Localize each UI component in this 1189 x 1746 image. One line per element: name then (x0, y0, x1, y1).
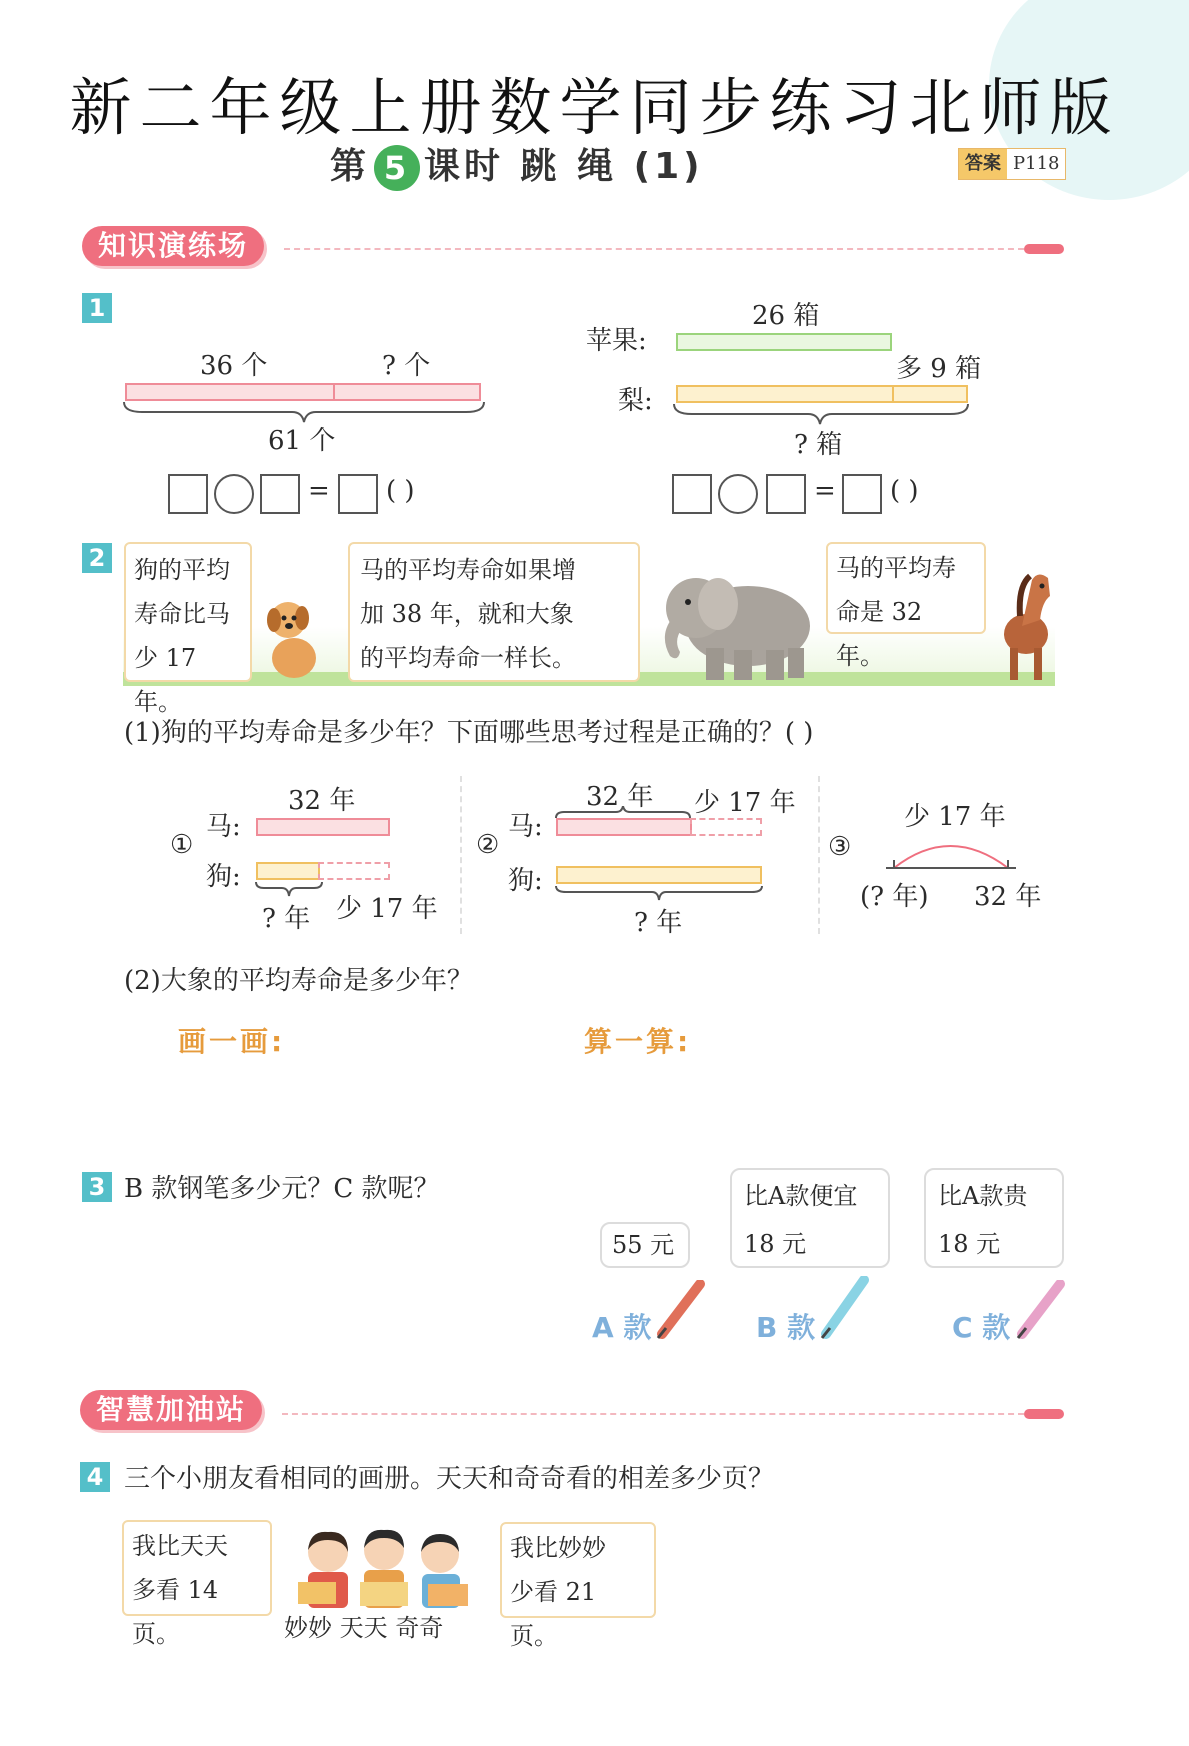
answer-box[interactable] (260, 474, 300, 514)
d2-bottom-label: ? 年 (634, 908, 683, 938)
children-illustration (288, 1524, 480, 1614)
pear-bar-base (676, 385, 894, 403)
pen-b-label: B 款 (756, 1311, 816, 1344)
d2-horse-bar (556, 818, 692, 836)
lesson-number-badge: 5 (374, 145, 420, 191)
d3-arc (884, 834, 1018, 870)
d1-horse-label: 马: (206, 812, 241, 842)
d2-top-label: 32 年 (586, 782, 654, 812)
d2-dog-label: 狗: (508, 866, 543, 896)
question-number: 1 (82, 293, 112, 323)
section-title-practice: 知识演练场 (82, 226, 264, 266)
dog-illustration (258, 596, 330, 682)
pear-total-label: ? 箱 (794, 430, 843, 460)
total-label: 61 个 (268, 426, 336, 456)
pear-brace (672, 402, 972, 426)
elephant-speech-bubble: 马的平均寿命如果增 加 38 年，就和大象 的平均寿命一样长。 (348, 542, 640, 682)
answer-box[interactable] (672, 474, 712, 514)
d2-brace (554, 884, 766, 902)
horse-speech-bubble: 马的平均寿 命是 32 年。 (826, 542, 986, 634)
section-divider (284, 248, 1024, 250)
d2-horse-gap (690, 818, 762, 836)
price-a-bubble: 55 元 (600, 1222, 690, 1268)
sub-question-1: (1)狗的平均寿命是多少年？下面哪些思考过程是正确的？( ) (124, 718, 814, 748)
pen-b-icon (818, 1276, 870, 1340)
miaomiao-speech-bubble: 我比天天 多看 14 页。 (122, 1520, 272, 1616)
children-names: 妙妙 天天 奇奇 (284, 1614, 444, 1642)
pencil-icon (1024, 1409, 1064, 1419)
answer-box[interactable] (338, 474, 378, 514)
price-c-bubble: 比A款贵 18 元 (924, 1168, 1064, 1268)
pen-a-label: A 款 (592, 1311, 652, 1344)
page-title: 新二年级上册数学同步练习北师版 (69, 71, 1120, 144)
column-divider (818, 776, 820, 934)
apple-value: 26 箱 (752, 301, 820, 331)
pear-bar-extra (892, 385, 968, 403)
d1-bottom-label: ? 年 (262, 904, 311, 934)
unit-paren[interactable]: ( ) (386, 476, 415, 506)
operator-circle[interactable] (214, 474, 254, 514)
sub-question-2: (2)大象的平均寿命是多少年？ (124, 966, 473, 996)
equals-sign: = (814, 476, 836, 506)
horse-illustration (992, 566, 1058, 684)
q3-question: B 款钢笔多少元？C 款呢？ (124, 1174, 440, 1204)
section-divider (282, 1413, 1024, 1415)
unit-paren[interactable]: ( ) (890, 476, 919, 506)
d1-horse-bar (256, 818, 390, 836)
q4-question: 三个小朋友看相同的画册。天天和奇奇看的相差多少页？ (124, 1464, 775, 1494)
draw-label: 画一画: (178, 1025, 286, 1058)
d2-less-label: 少 17 年 (694, 788, 796, 818)
answer-box[interactable] (766, 474, 806, 514)
d2-dog-bar (556, 866, 762, 884)
question-number: 4 (80, 1462, 110, 1492)
d3-right-label: 32 年 (974, 882, 1042, 912)
d2-horse-label: 马: (508, 812, 543, 842)
calc-label: 算一算: (584, 1025, 692, 1058)
equals-sign: = (308, 476, 330, 506)
option-2-marker[interactable]: ② (476, 830, 500, 860)
question-number: 2 (82, 543, 112, 573)
option-1-marker[interactable]: ① (170, 830, 194, 860)
d1-dog-label: 狗: (206, 862, 241, 892)
part2-label: ? 个 (382, 351, 431, 381)
apple-bar (676, 333, 892, 351)
segment-bar-2 (333, 383, 481, 401)
answer-box[interactable] (168, 474, 208, 514)
dog-speech-bubble: 狗的平均 寿命比马 少 17 年。 (124, 542, 252, 682)
answer-page-tag[interactable]: 答案 P118 (958, 148, 1066, 180)
pear-label: 梨: (618, 386, 653, 416)
d1-dog-gap (318, 862, 390, 880)
pen-c-label: C 款 (952, 1311, 1011, 1344)
column-divider (460, 776, 462, 934)
d1-top-label: 32 年 (288, 786, 356, 816)
option-3-marker[interactable]: ③ (828, 832, 852, 862)
pen-c-icon (1014, 1280, 1066, 1340)
section-title-challenge: 智慧加油站 (80, 1390, 262, 1430)
question-number: 3 (82, 1172, 112, 1202)
pencil-icon (1024, 244, 1064, 254)
lesson-title: 第 5 课时 跳 绳 (1) (330, 138, 704, 191)
d3-less-label: 少 17 年 (904, 802, 1006, 832)
qiqi-speech-bubble: 我比妙妙 少看 21 页。 (500, 1522, 656, 1618)
pen-a-icon (654, 1280, 706, 1340)
price-b-bubble: 比A款便宜 18 元 (730, 1168, 890, 1268)
answer-box[interactable] (842, 474, 882, 514)
d1-brace (254, 880, 324, 898)
d1-dog-bar (256, 862, 320, 880)
d3-left-label: (? 年) (860, 882, 929, 912)
apple-label: 苹果: (586, 326, 647, 356)
operator-circle[interactable] (718, 474, 758, 514)
elephant-illustration (648, 564, 818, 682)
d1-less-label: 少 17 年 (336, 894, 438, 924)
segment-bar-1 (125, 383, 335, 401)
more-label: 多 9 箱 (896, 354, 982, 384)
part1-label: 36 个 (200, 351, 268, 381)
